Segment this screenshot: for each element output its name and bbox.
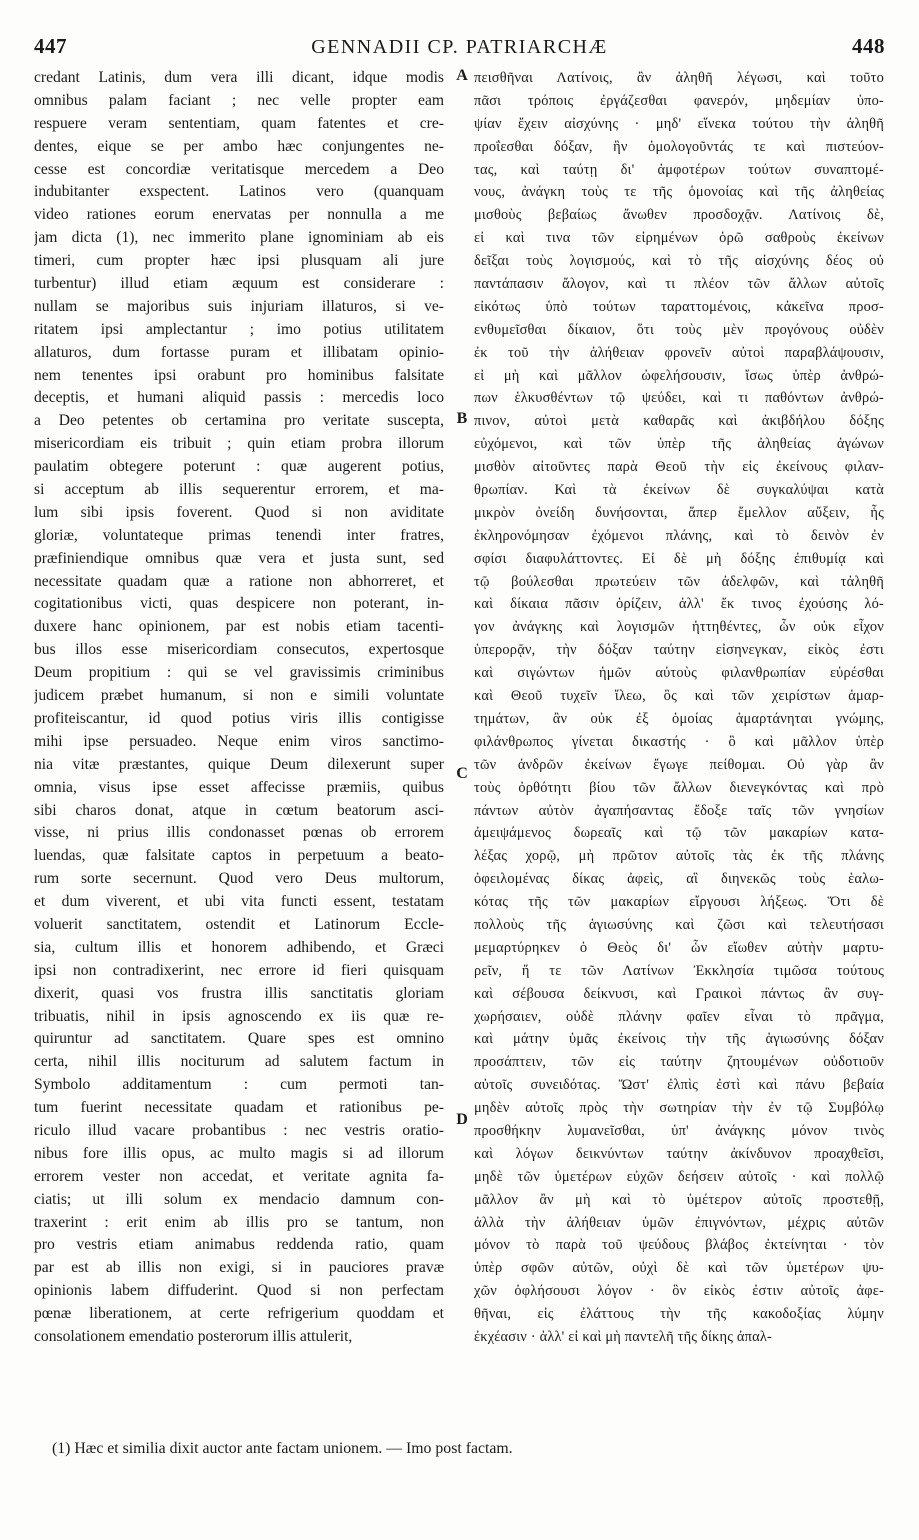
latin-text-line: nullam se majoribus suis injuriam illaturos, si ve- <box>34 297 444 315</box>
latin-text-line: nem tenentes ipsi orabunt pro hominibus falsitate <box>34 366 444 384</box>
latin-text-line: nibus fore illis opus, ac multo magis si ad illorum <box>34 1144 444 1162</box>
latin-text-line: tribuatis, nihil in ipsis agnoscendo ex iis quæ re- <box>34 1007 444 1025</box>
greek-text-line: γον ἀνάγκης καὶ λογισμῶν ἡττηθέντες, ὧν οὐκ εἶχον <box>474 619 884 636</box>
running-title: GENNADII CP. PATRIARCHÆ <box>311 36 608 58</box>
latin-text-line: si acceptum ab illis sequerentur errorem, et ma- <box>34 481 444 499</box>
greek-text-line: θρωπίαν. Καὶ τὰ ἐκείνων δὲ συγκαλύψαι κατὰ <box>474 482 884 499</box>
section-marker-a: A <box>456 67 468 84</box>
latin-text-line: quiruntur ad sanctitatem. Quare spes est omnino <box>34 1030 444 1048</box>
latin-text-line: profiteiscantur, id quod potius viris illis contigisse <box>34 709 444 727</box>
latin-text-line: bus illos esse misericordiam consecutos, expertosque <box>34 641 444 659</box>
greek-text-line: πολλοὺς τῆς ἁγιωσύνης καὶ ζῶσι καὶ τελευτήσασι <box>474 916 884 933</box>
running-header <box>34 34 885 64</box>
latin-text-line: cogitationibus victi, quas despicere non poterant, in- <box>34 595 444 613</box>
greek-text-line: εἰ μὴ καὶ μᾶλλον ὠφελήσουσιν, ἴσως ὑπὲρ ἀνθρώ- <box>474 367 884 384</box>
greek-text-line: καὶ σιγώντων ἡμῶν αὐτοὺς φιλανθρωπίαν εὑρέσθαι <box>474 665 884 682</box>
greek-text-line: ενθυμεῖσθαι δίκαιον, ὅτι τοὺς μὲν προγόνους οὐδὲν <box>474 321 884 338</box>
section-marker-b: B <box>456 410 468 427</box>
greek-text-line: ἐκληρονόμησαν ἐχόμενοι πλάνης, καὶ τὸ δεινὸν ἐν <box>474 527 884 544</box>
latin-text-line: necessitate quadam quæ a ratione non abhorreret, et <box>34 572 444 590</box>
greek-text-line: μεμαρτύρηκεν ὁ Θεὸς δι' ὧν εἴωθεν αὐτὴν μαρτυ- <box>474 939 884 956</box>
latin-text-line: rum sorte secernunt. Quod vero Deus multorum, <box>34 870 444 888</box>
latin-column <box>34 67 444 1349</box>
latin-text-line: nia vitæ præstantes, quique Deum dilexerunt super <box>34 755 444 773</box>
latin-text-line: par est ab illis non exigi, si in pauciores pravæ <box>34 1259 444 1277</box>
latin-text-line: pœnæ liberationem, at certe refrigerium quoddam et <box>34 1305 444 1323</box>
greek-text-line: τῶν ἀνδρῶν ἐκείνων ἔγωγε πείθομαι. Οὐ γὰρ ἂν <box>474 756 884 773</box>
latin-text-line: a Deo petentes ob certamina pro veritate suscepta, <box>34 412 444 430</box>
latin-text-line: mihi ipse persuadeo. Neque enim viros sanctimo- <box>34 732 444 750</box>
latin-text-line: visse, ni prius illis condonasset pœnas ob errorem <box>34 824 444 842</box>
latin-text-line: riculo illud vacare probantibus : nec vestris oratio- <box>34 1121 444 1139</box>
greek-text-line: πων ἑλκυσθέντων τῷ ψεύδει, καὶ τι παθόντων ἀνθρώ- <box>474 390 884 407</box>
section-marker-c: C <box>456 765 468 782</box>
greek-text-line: ἀμειψάμενος δωρεαῖς καὶ τῷ τῶν μακαρίων κατα- <box>474 825 884 842</box>
latin-text-line: omnia, visus ipse esset affecisse præmiis, quibus <box>34 778 444 796</box>
latin-text-line: duxere hanc opinionem, par est nobis etiam tacenti- <box>34 618 444 636</box>
latin-text-line: consolationem emendatio posterorum illis attulerit, <box>34 1327 353 1345</box>
greek-text-line: ρεῖν, ἥ τε τῶν Λατίνων Ἐκκλησία τιμῶσα τούτους <box>474 962 884 979</box>
section-marker-d: D <box>456 1111 468 1128</box>
latin-text-line: sia, cultum illis et honorem adhibendo, et Græci <box>34 938 444 956</box>
latin-text-line: cesse est concordiæ veritatisque mercedem a Deo <box>34 160 444 178</box>
greek-text-line: μικρὸν ὀνείδη δυνήσονται, ἅπερ ἔμελλον αὔξειν, ἧς <box>474 504 884 521</box>
greek-text-line: τας, καὶ ταύτῃ δι' ἀμφοτέρων τούτων συναπτομέ- <box>474 161 884 178</box>
latin-text-line: misericordiam eis tribuit ; quin etiam probra illorum <box>34 435 444 453</box>
latin-text-line: judicem præbet humanum, si non e simili voluntate <box>34 687 444 705</box>
latin-text-line: jam dicta (1), nec immerito plane ignominiam ab eis <box>34 229 444 247</box>
latin-text-line: video rationes eorum enervatas per nonnulla a me <box>34 206 444 224</box>
latin-text-line: errorem vester non accedat, et veritate agnita fa- <box>34 1167 444 1185</box>
greek-text-line: καὶ λόγων δεικνύντων ταύτην ἀκίνδυνον προαχθεῖσι, <box>474 1145 884 1162</box>
latin-text-line: paulatim obtegere poterunt : quæ augerent potius, <box>34 458 444 476</box>
latin-text-line: turbentur) illud etiam æquum est considerare : <box>34 275 444 293</box>
latin-text-line: allaturos, dum fortasse puram et illibatam opinio- <box>34 343 444 361</box>
greek-text-line: εὐχόμενοι, καὶ τῶν ὑπὲρ τῆς ἀληθείας ἀγώνων <box>474 436 884 453</box>
greek-text-line: παντάπασιν ἄλογον, καὶ τι πλέον τῶν ἄλλων αὐτοῖς <box>474 276 884 293</box>
greek-text-line: καὶ μάτην ὑμᾶς ἐκείνοις τὴν τῆς ἁγιωσύνης δόξαν <box>474 1031 884 1048</box>
greek-text-line: μισθὸν αἰτοῦντες παρὰ Θεοῦ τὴν εἰς ἐκείνους φιλαν- <box>474 459 884 476</box>
greek-text-line: μισθοὺς βεβαίως ἄνωθεν προσδοχᾷν. Λατίνοις δὲ, <box>474 207 884 224</box>
greek-text-line: πινον, αὐτοὶ μετὰ καθαρᾶς καὶ ἀκιβδήλου δόξης <box>474 413 884 430</box>
latin-text-line: præfiniendique omnibus quæ vera et justa sunt, sed <box>34 549 444 567</box>
greek-text-line: τοὺς ὀρθότητι βίου τῶν ἄλλων διενεγκόντας καὶ πρὸ <box>474 779 884 796</box>
greek-text-line: σφίσι διαφυλάττοντες. Εἰ δὲ μὴ δόξης ἐπιθυμίᾳ καὶ <box>474 550 884 567</box>
latin-text-line: dixerit, quasi vos frustra illis sanctitatis gloriam <box>34 984 444 1002</box>
greek-text-line: ἐκ τοῦ τὴν ἀλήθειαν φρονεῖν αὐτοὶ παραβλάψουσιν, <box>474 344 884 361</box>
greek-text-line: μηδὲν αὐτοῖς πρὸς τὴν σωτηρίαν τὴν ἐν τῷ Συμβόλῳ <box>474 1100 884 1117</box>
page-number-right: 448 <box>852 34 885 58</box>
latin-text-line: omnibus palam faciant ; nec velle propter eam <box>34 91 444 109</box>
greek-text-line: ὑπὲρ σφῶν αὐτῶν, οὐχὶ δὲ καὶ τῶν ὑμετέρων ψυ- <box>474 1260 884 1277</box>
latin-text-line: ipsi non contradixerint, nec errore id fieri quisquam <box>34 961 444 979</box>
greek-text-line: χῶν ὀφλήσουσι λόγον · ὃν εἰκὸς ἐστιν αὐτοῖς ἀφε- <box>474 1283 884 1300</box>
greek-column <box>474 67 884 1349</box>
greek-text-line: καὶ Θεοῦ τυχεῖν ἵλεω, ὃς καὶ τῶν χειρίστων ἁμαρ- <box>474 688 884 705</box>
greek-text-line: προΐεσθαι δόξαν, ἣν ὁμολογοῦντάς τε καὶ πιστεύον- <box>474 138 884 155</box>
greek-text-line: πεισθῆναι Λατίνοις, ἂν ἀληθῆ λέγωσι, καὶ τοῦτο <box>474 70 884 86</box>
greek-text-line: δεῖξαι τοὺς λογισμούς, καὶ τὸ τῆς αἰσχύνης δέος οὐ <box>474 253 884 270</box>
greek-text-line: τῷ βούλεσθαι πρωτεύειν τῶν ἀδελφῶν, καὶ τἀληθῆ <box>474 573 884 590</box>
greek-text-line: μόνον τὸ παρὰ τοῦ ψεύδους βλάβος ἐκτείνηται · τὸν <box>474 1237 884 1254</box>
latin-text-line: Symbolo additamentum : cum permoti tan- <box>34 1076 444 1094</box>
greek-text-line: χωρήσαιεν, οὐδὲ πλάνην φαῖεν εἶναι τὸ πρᾶγμα, <box>474 1008 884 1025</box>
greek-text-line: θῆναι, εἰς ἐλάττους τὴν τῆς κακοδοξίας λύμην <box>474 1306 884 1323</box>
greek-text-line: φιλάνθρωπος γίνεται δικαστής · ὃ καὶ μᾶλλον ὑπὲρ <box>474 733 884 750</box>
latin-text-line: respuere veram sententiam, quam fatentes et cre- <box>34 114 444 132</box>
latin-text-line: ritatem ipsi amplectantur ; imo potius utilitatem <box>34 320 444 338</box>
greek-text-line: ἐκχέασιν · ἀλλ' εἰ καὶ μὴ παντελῆ τῆς δίκης ἀπαλ- <box>474 1328 773 1345</box>
greek-text-line: προσάπτειν, τῶν εἰς ταύτην ζητουμένων οὐδοτιοῦν <box>474 1054 884 1071</box>
latin-text-line: lum sibi ipsis foverent. Quod si non aviditate <box>34 503 444 521</box>
greek-text-line: καὶ σέβουσα δείκνυσι, καὶ Γραικοὶ πάντως ἂν συγ- <box>474 985 884 1002</box>
latin-text-line: luendas, quæ falsitate captos in perpetuum a beato- <box>34 847 444 865</box>
greek-text-line: νους, ἀνάγκη τοὺς τε τῆς ὁμονοίας καὶ τῆς ἀληθείας <box>474 184 884 201</box>
latin-text-line: ciatis; ut illi solum ex mendacio damnum con- <box>34 1190 444 1208</box>
greek-text-line: ὑπερορᾷν, τὴν δόξαν ταύτην εἰσηνεγκαν, εἰκὸς ἐστι <box>474 642 884 659</box>
greek-text-line: εἰκότως ὑπὸ τούτων ταραττομένοις, κἀκεῖνα προσ- <box>474 298 884 315</box>
greek-text-line: καὶ δίκαια πᾶσιν ὁρίζειν, ἀλλ' ἔκ τινος ἐχούσης λό- <box>474 596 884 613</box>
latin-text-line: indubitanter exspectent. Latinos vero (quanquam <box>34 183 444 201</box>
greek-text-line: ψίαν ἔχειν αἰσχύνης · μηδ' εἵνεκα τούτου τὴν ἀληθῆ <box>474 115 884 132</box>
greek-text-line: εἰ καὶ τινα τῶν εἰρημένων ὁρῶ σαθροὺς ἐκείνων <box>474 230 884 247</box>
latin-text-line: deceptis, et humani aliquid passis : mercedis loco <box>34 389 444 407</box>
latin-text-line: opinionis labem diffuderint. Quod si non perfectam <box>34 1282 444 1300</box>
greek-text-line: λέξας χορῷ, μὴ πρῶτον αὐτοῖς τὰς ἐκ τῆς πλάνης <box>474 848 884 865</box>
latin-text-line: credant Latinis, dum vera illi dicant, idque modis <box>34 69 444 86</box>
greek-text-line: μᾶλλον ἂν μὴ καὶ τὸ ὑμέτερον αὐτοῖς προστεθῇ, <box>474 1191 884 1208</box>
latin-text-line: certa, nihil illis nociturum ad salutem factum in <box>34 1053 444 1071</box>
latin-text-line: et dum viverent, et ubi vita functi essent, testatam <box>34 893 444 911</box>
greek-text-line: πάντων αὐτὸν ἀγαπήσαντας ἔδοξε ταῖς τῶν γνησίων <box>474 802 884 819</box>
greek-text-line: ὀφειλομένας δίκας ἀφεὶς, αἳ διηνεκῶς τοὺς ἑαλω- <box>474 871 884 888</box>
latin-text-line: Deum propitium : qui se vel gravissimis criminibus <box>34 664 444 682</box>
latin-text-line: traxerint : erit enim ab illis pro se tantum, non <box>34 1213 444 1231</box>
greek-text-line: μηδὲ τῶν ὑμετέρων εὐχῶν δεήσειν αὐτοῖς · καὶ πολλῷ <box>474 1168 884 1185</box>
page-number-left: 447 <box>34 34 67 58</box>
greek-text-line: κότας τῆς τῶν μακαρίων εἴργουσι λήξεως. Ὅτι δὲ <box>474 894 884 911</box>
latin-text-line: tum fuerint necessitate quadam et rationibus pe- <box>34 1099 444 1117</box>
latin-text-line: timeri, cum propter hæc ipsi plusquam ali jure <box>34 252 444 270</box>
latin-text-line: sibi charos donat, atque in cœtum beatorum asci- <box>34 801 444 819</box>
greek-text-line: τημάτων, ἂν οὐκ ἐξ ὁμοίας ἁμαρτάνηται γνώμης, <box>474 710 884 727</box>
latin-text-line: voluerit sanctitatem, ostendit et Latinorum Eccle- <box>34 915 444 933</box>
latin-text-line: gloriæ, voluntateque primas tenendi inter fratres, <box>34 526 444 544</box>
greek-text-line: ἀλλὰ τὴν ἀλήθειαν ὑμῶν ἐπιγνόντων, μέχρις αὐτῶν <box>474 1214 884 1231</box>
footnote: (1) Hæc et similia dixit auctor ante factam unionem. — Imo post factam. <box>52 1440 513 1457</box>
greek-text-line: προσθήκην λυμανεῖσθαι, ὑπ' ἀνάγκης μόνον τινὸς <box>474 1122 884 1139</box>
greek-text-line: αὐτοῖς συνειδότας. Ὥστ' ἐλπὶς ἐστὶ καὶ πάνυ βεβαία <box>474 1077 884 1094</box>
greek-text-line: πᾶσι τρόποις ἐργάζεσθαι φανερόν, μηδεμίαν ὑπο- <box>474 92 884 109</box>
latin-text-line: pro vestris etiam animabus reddenda ratio, quam <box>34 1236 444 1254</box>
latin-text-line: dentes, eique se per ambo hæc conjungentes ne- <box>34 137 444 155</box>
